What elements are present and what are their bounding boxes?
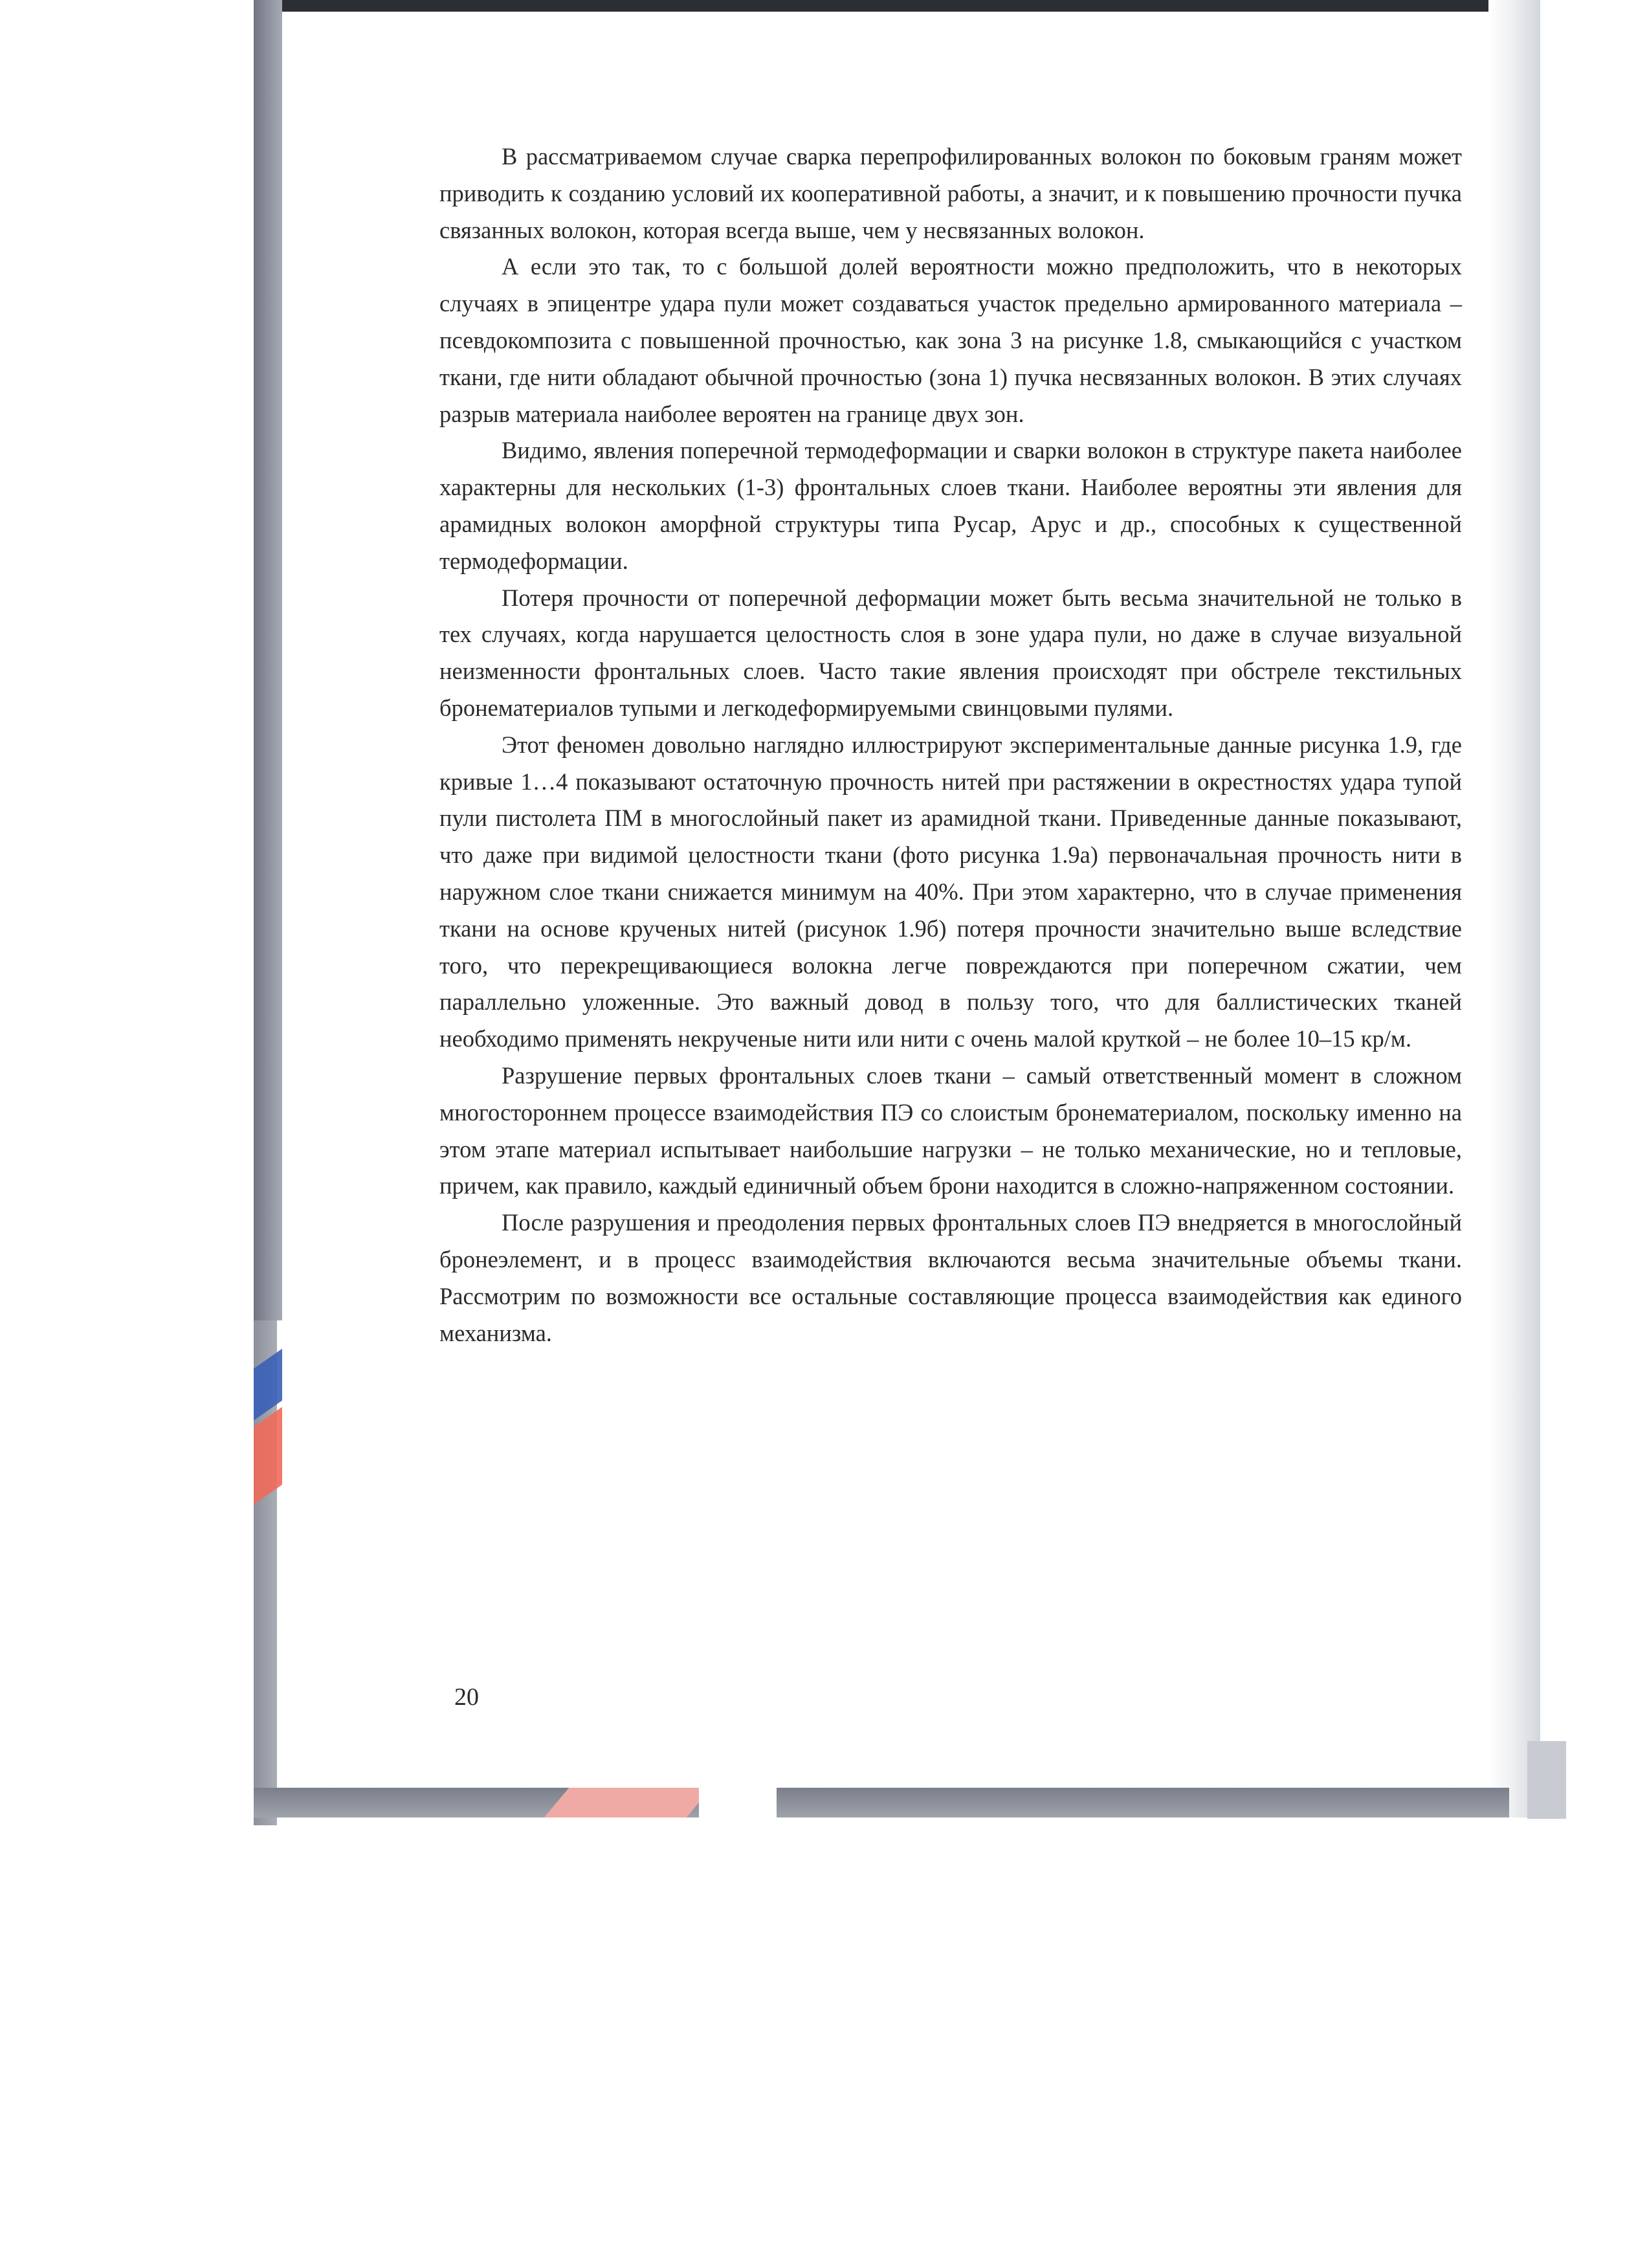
book-cover-right-corner bbox=[1527, 1741, 1566, 1819]
cover-bottom-white-stripe bbox=[699, 1788, 777, 1818]
paragraph: Видимо, явления поперечной термодеформации и сварки волокон в структуре пакета наиболее характерны для нескольких (1-3) фронтальных слоев ткани. Наиболее вероятны эти явления для арамидных волокон аморфной структуры типа Русар, Арус и др., способных к существенной термодеформации. bbox=[439, 437, 1462, 574]
paragraph: А если это так, то с большой долей вероятности можно предположить, что в некоторых случаях в эпицентре удара пули может создаваться участок предельно армированного материала – псевдокомпозита с повышенной прочностью, как зона 3 на рисунке 1.8, смыкающийся с участком ткани, где нити обладают обычной прочностью (зона 1) пучка несвязанных волокон. В этих случаях разрыв материала наиболее вероятен на границе двух зон. bbox=[439, 253, 1462, 427]
book-cover-top-edge bbox=[254, 0, 1509, 12]
book-cover-bottom-edge bbox=[254, 1788, 1509, 1818]
paragraph: После разрушения и преодоления первых фронтальных слоев ПЭ внедряется в многослойный бронеэлемент, и в процесс взаимодействия включаются весьма значительные объемы ткани. Рассмотрим по возможности все остальные составляющие процесса взаимодействия как единого механизма. bbox=[439, 1209, 1462, 1346]
paragraph: Этот феномен довольно наглядно иллюстрируют экспериментальные данные рисунка 1.9, где кривые 1…4 показывают остаточную прочность нитей при растяжении в окрестностях удара тупой пули пистолета ПМ в многослойный пакет из арамидной ткани. Приведенные данные показывают, что даже при видимой целостности ткани (фото рисунка 1.9а) первоначальная прочность нити в наружном слое ткани снижается минимум на 40%. При этом характерно, что в случае применения ткани на основе крученых нитей (рисунок 1.9б) потеря прочности значительно выше вследствие того, что перекрещивающиеся волокна легче повреждаются при поперечном сжатии, чем параллельно уложенные. Это важный довод в пользу того, что для баллистических тканей необходимо применять некрученые нити или нити с очень малой круткой – не более 10–15 кр/м. bbox=[439, 731, 1462, 1052]
paragraph: Разрушение первых фронтальных слоев ткани – самый ответственный момент в сложном многостороннем процессе взаимодействия ПЭ со слоистым бронематериалом, поскольку именно на этом этапе материал испытывает наибольшие нагрузки – не только механические, но и тепловые, причем, как правило, каждый единичный объем брони находится в сложно-напряженном состоянии. bbox=[439, 1062, 1462, 1199]
cover-bottom-red-stripe bbox=[544, 1788, 712, 1818]
book-cover-right-edge bbox=[1488, 0, 1540, 1818]
paragraph: В рассматриваемом случае сварка перепрофилированных волокон по боковым граням может приводить к созданию условий их кооперативной работы, а значит, и к повышению прочности пучка связанных волокон, которая всегда выше, чем у несвязанных волокон. bbox=[439, 143, 1462, 243]
body-text bbox=[439, 139, 1462, 1351]
paragraph: Потеря прочности от поперечной деформации может быть весьма значительной не только в тех случаях, когда нарушается целостность слоя в зоне удара пули, но даже в случае визуальной неизменности фронтальных слоев. Часто такие явления происходят при обстреле текстильных бронематериалов тупыми и легкодеформируемыми свинцовыми пулями. bbox=[439, 584, 1462, 721]
page-number: 20 bbox=[454, 1684, 479, 1711]
book-cover-left-edge bbox=[254, 0, 282, 1320]
